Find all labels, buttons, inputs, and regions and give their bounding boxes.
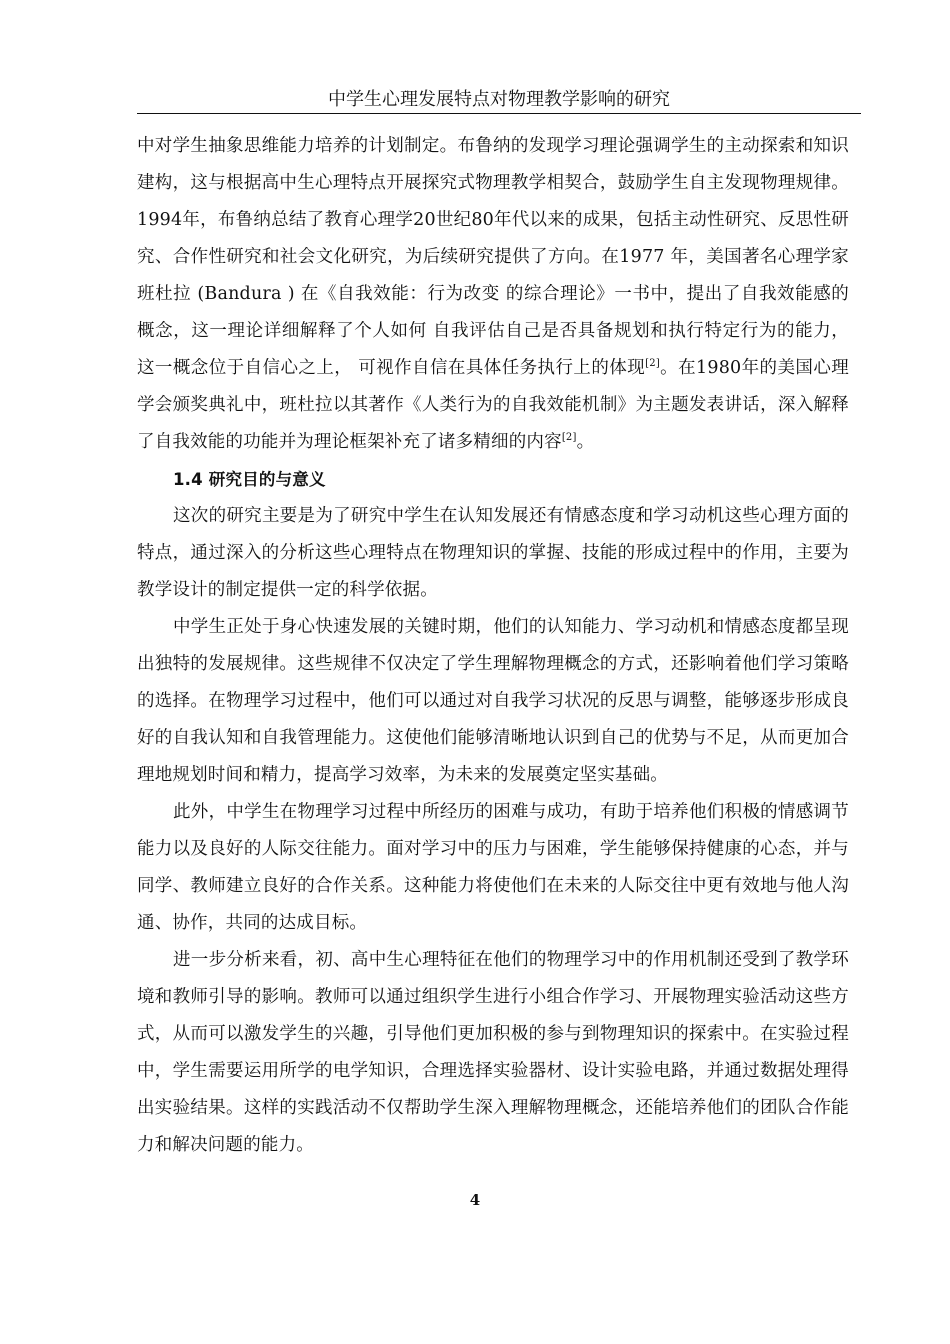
citation-ref: [2] bbox=[561, 432, 577, 443]
header-rule bbox=[137, 113, 861, 114]
paragraph-emotion: 此外，中学生在物理学习过程中所经历的困难与成功，有助于培养他们积极的情感调节能力以及良好的人际交往能力。面对学习中的压力与困难，学生能够保持健康的心态，并与同学、教师建立良好的合作关系。这种能力将使他们在未来的人际交往中更有效地与他人沟通、协作，共同的达成目标。 bbox=[137, 802, 849, 933]
paragraph-text: 。 bbox=[576, 432, 595, 452]
paragraph-development: 中学生正处于身心快速发展的关键时期，他们的认知能力、学习动机和情感态度都呈现出独特的发展规律。这些规律不仅决定了学生理解物理概念的方式，还影响着他们学习策略的选择。在物理学习过程中，他们可以通过对自我学习状况的反思与调整，能够逐步形成良好的自我认知和自我管理能力。这使他们能够清晰地认识到自己的优势与不足，从而更加合理地规划时间和精力，提高学习效率，为未来的发展奠定坚实基础。 bbox=[137, 617, 849, 785]
citation-ref: [2] bbox=[645, 358, 660, 369]
paragraph-purpose: 这次的研究主要是为了研究中学生在认知发展还有情感态度和学习动机这些心理方面的特点，通过深入的分析这些心理特点在物理知识的掌握、技能的形成过程中的作用，主要为教学设计的制定提供一定的科学依据。 bbox=[137, 506, 849, 600]
section-heading: 1.4 研究目的与意义 bbox=[173, 470, 326, 489]
running-header: 中学生心理发展特点对物理教学影响的研究 bbox=[328, 89, 670, 110]
paragraph-continuation bbox=[137, 128, 849, 461]
paragraph-mechanism: 进一步分析来看，初、高中生心理特征在他们的物理学习中的作用机制还受到了教学环境和教师引导的影响。教师可以通过组织学生进行小组合作学习、开展物理实验活动这些方式，从而可以激发学生的兴趣，引导他们更加积极的参与到物理知识的探索中。在实验过程中，学生需要运用所学的电学知识，合理选择实验器材、设计实验电路，并通过数据处理得出实验结果。这样的实践活动不仅帮助学生深入理解物理概念，还能培养他们的团队合作能力和解决问题的能力。 bbox=[137, 950, 849, 1155]
paragraph-text: 中对学生抽象思维能力培养的计划制定。布鲁纳的发现学习理论强调学生的主动探索和知识建构，这与根据高中生心理特点开展探究式物理教学相契合，鼓励学生自主发现物理规律。1994年，布鲁纳总结了教育心理学20世纪80年代以来的成果，包括主动性研究、反思性研究、合作性研究和社会文化研究，为后续研究提供了方向。在1977 年，美国著名心理学家班杜拉 (Bandura ) 在《自我效能：行为改变 的综合理论》一书中，提出了自我效能感的概念，这一理论详细解释了个人如何 自我评估自己是否具备规划和执行特定行为的能力，这一概念位于自信心之上， 可视作自信在具体任务执行上的体现 bbox=[137, 136, 849, 378]
paragraph-text: 。在1980年的美国心理学会颁奖典礼中，班杜拉以其著作《人类行为的自我效能机制》为主题发表讲话，深入解释了自我效能的功能并为理论框架补充了诸多精细的内容 bbox=[137, 358, 849, 452]
page-body bbox=[137, 128, 849, 1164]
page-number: 4 bbox=[469, 1191, 481, 1209]
